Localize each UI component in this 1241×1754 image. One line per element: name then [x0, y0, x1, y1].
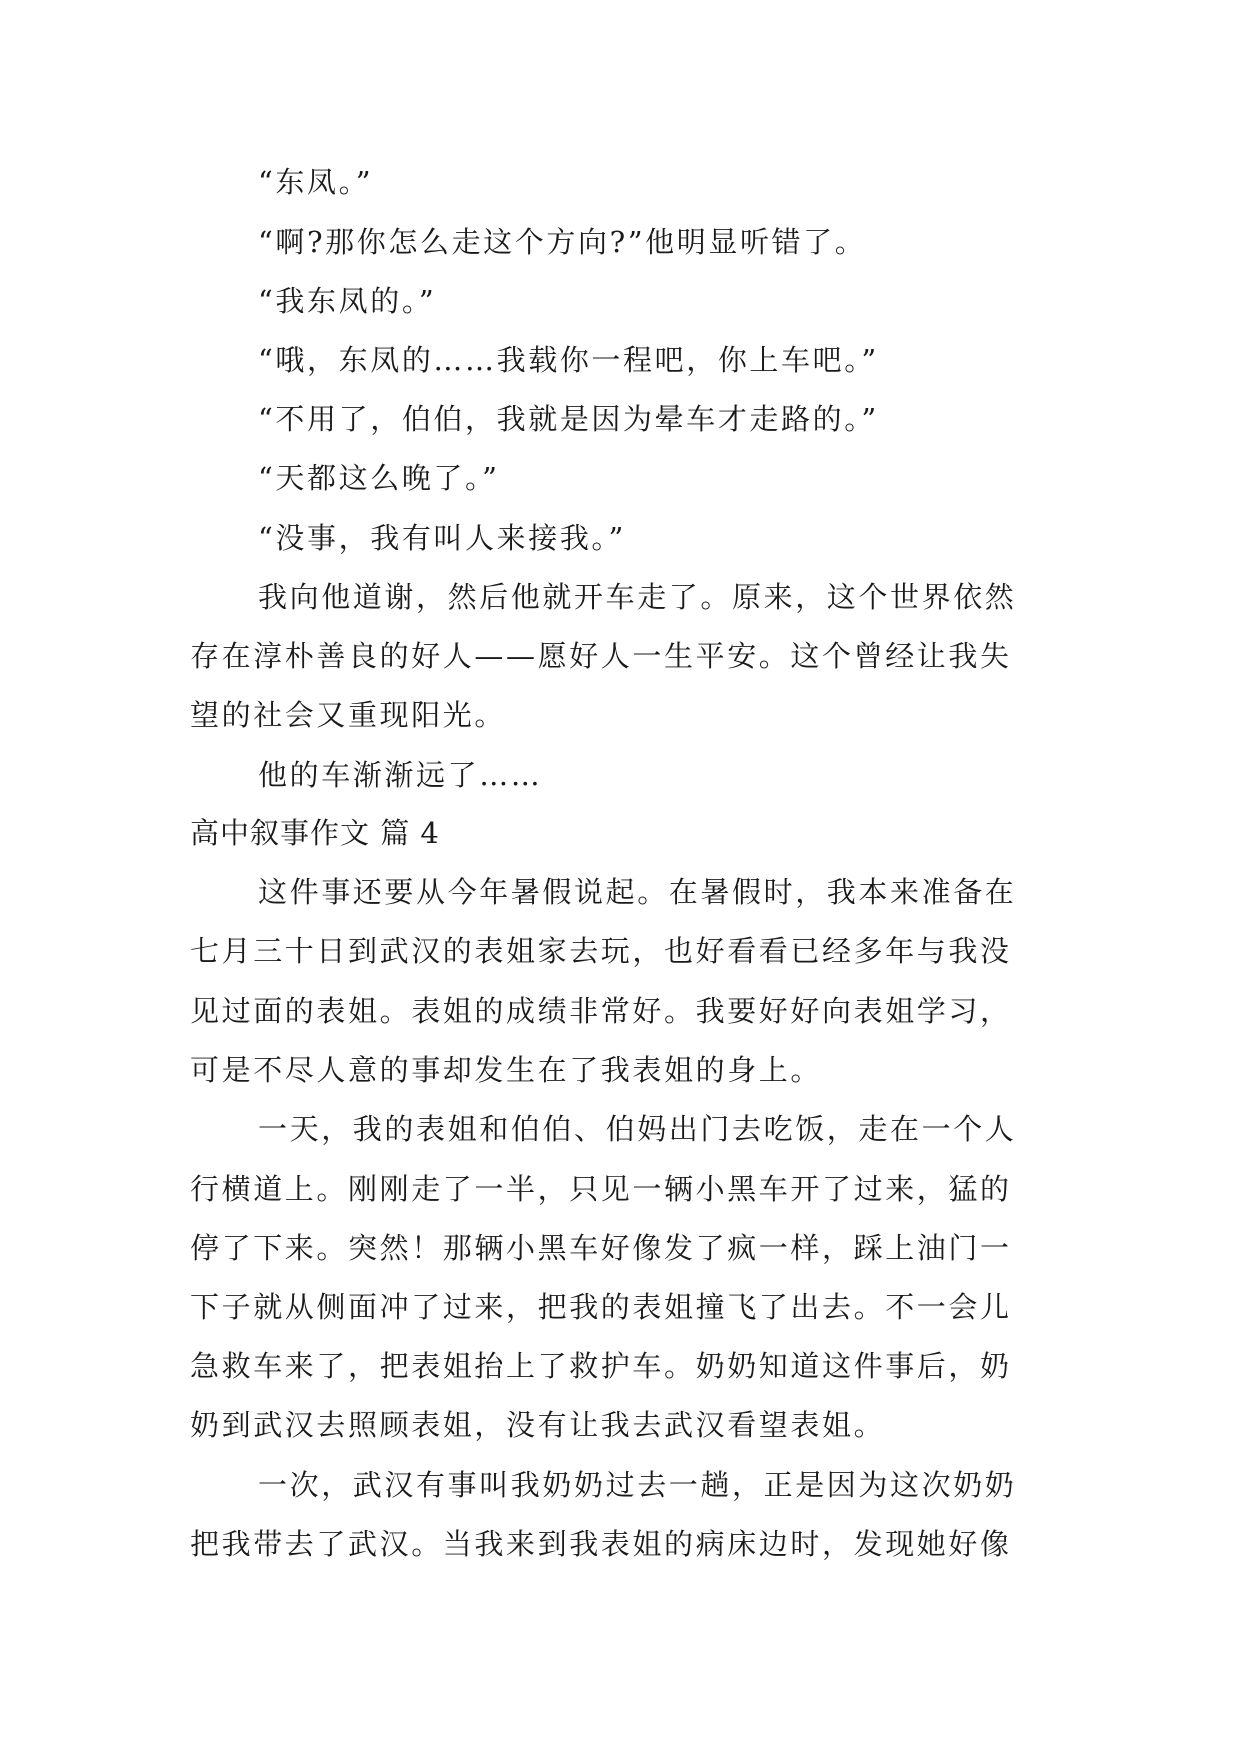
paragraph-line: 望的社会又重现阳光。	[190, 698, 507, 732]
paragraph-line: 这件事还要从今年暑假说起。在暑假时，我本来准备在	[258, 875, 1017, 909]
paragraph-line: 停了下来。突然！那辆小黑车好像发了疯一样，踩上油门一	[190, 1231, 1012, 1265]
paragraph-line: 见过面的表姐。表姐的成绩非常好。我要好好向表姐学习，	[190, 994, 1012, 1028]
paragraph-line: 七月三十日到武汉的表姐家去玩，也好看看已经多年与我没	[190, 934, 1012, 968]
dialogue-line: “没事，我有叫人来接我。”	[258, 521, 626, 555]
paragraph-line: 可是不尽人意的事却发生在了我表姐的身上。	[190, 1053, 823, 1087]
paragraph-line: 把我带去了武汉。当我来到我表姐的病床边时，发现她好像	[190, 1527, 1012, 1561]
paragraph-line: 一次，武汉有事叫我奶奶过去一趟，正是因为这次奶奶	[258, 1468, 1017, 1502]
dialogue-line: “东凤。”	[258, 165, 374, 199]
paragraph-line: 存在淳朴善良的好人——愿好人一生平安。这个曾经让我失	[190, 639, 1012, 673]
dialogue-line: “天都这么晚了。”	[258, 461, 500, 495]
paragraph-line: 急救车来了，把表姐抬上了救护车。奶奶知道这件事后，奶	[190, 1349, 1012, 1383]
paragraph-line: 我向他道谢，然后他就开车走了。原来，这个世界依然	[258, 580, 1017, 614]
paragraph-line: 行横道上。刚刚走了一半，只见一辆小黑车开了过来，猛的	[190, 1172, 1012, 1206]
paragraph-line: 他的车渐渐远了……	[258, 758, 543, 792]
paragraph-line: 奶到武汉去照顾表姐，没有让我去武汉看望表姐。	[190, 1408, 886, 1442]
paragraph-line: 下子就从侧面冲了过来，把我的表姐撞飞了出去。不一会儿	[190, 1290, 1012, 1324]
section-heading: 高中叙事作文 篇 4	[190, 816, 440, 850]
dialogue-line: “我东凤的。”	[258, 284, 437, 318]
dialogue-line: “啊?那你怎么走这个方向?”他明显听错了。	[258, 225, 867, 259]
dialogue-line: “哦，东凤的……我载你一程吧，你上车吧。”	[258, 343, 879, 377]
paragraph-line: 一天，我的表姐和伯伯、伯妈出门去吃饭，走在一个人	[258, 1112, 1017, 1146]
dialogue-line: “不用了，伯伯，我就是因为晕车才走路的。”	[258, 402, 879, 436]
